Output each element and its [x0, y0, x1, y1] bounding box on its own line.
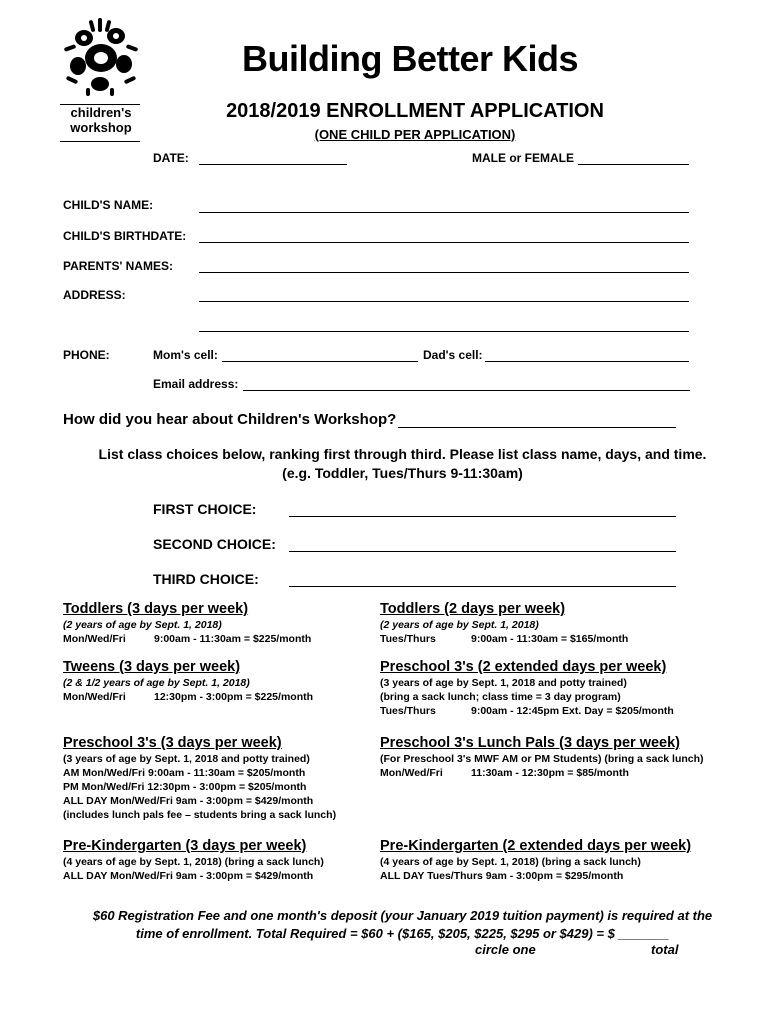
- toddlers-3day-days: Mon/Wed/Fri: [63, 633, 126, 645]
- prek-2day-age: (4 years of age by Sept. 1, 2018) (bring a sack lunch): [380, 856, 641, 868]
- lunch-pals-time: 11:30am - 12:30pm = $85/month: [471, 767, 629, 779]
- address-field-line2[interactable]: [199, 331, 689, 332]
- first-choice-label: FIRST CHOICE:: [153, 501, 257, 517]
- gender-label: MALE or FEMALE: [472, 151, 574, 165]
- prek-3day-age: (4 years of age by Sept. 1, 2018) (bring a sack lunch): [63, 856, 324, 868]
- preschool3-pm: PM Mon/Wed/Fri 12:30pm - 3:00pm = $205/month: [63, 781, 307, 793]
- address-field-line1[interactable]: [199, 301, 689, 302]
- preschool3-allday: ALL DAY Mon/Wed/Fri 9am - 3:00pm = $429/month: [63, 795, 314, 807]
- document-subtitle: 2018/2019 ENROLLMENT APPLICATION: [226, 100, 604, 122]
- childrens-workshop-logo-handprints: [60, 16, 142, 96]
- toddlers-3day-age: (2 years of age by Sept. 1, 2018): [63, 619, 222, 631]
- hear-about-field[interactable]: [398, 427, 676, 428]
- prek-2day-heading: Pre-Kindergarten (2 extended days per week): [380, 838, 692, 854]
- third-choice-label: THIRD CHOICE:: [153, 571, 259, 587]
- dads-cell-field[interactable]: [485, 361, 689, 362]
- moms-cell-label: Mom's cell:: [153, 348, 218, 362]
- toddlers-2day-heading: Toddlers (2 days per week): [380, 601, 566, 617]
- email-field[interactable]: [243, 390, 690, 391]
- parents-names-field[interactable]: [199, 272, 689, 273]
- toddlers-3day-heading: Toddlers (3 days per week): [63, 601, 249, 617]
- document-title: Building Better Kids: [241, 38, 578, 79]
- circle-one-note: circle one: [475, 942, 536, 957]
- registration-fee-line2: time of enrollment. Total Required = $60 + ($165, $205, $225, $295 or $429) = $ _______: [135, 926, 670, 941]
- date-field[interactable]: [199, 164, 347, 165]
- third-choice-field[interactable]: [289, 586, 676, 587]
- dads-cell-label: Dad's cell:: [423, 348, 483, 362]
- second-choice-label: SECOND CHOICE:: [153, 536, 276, 552]
- birthdate-label: CHILD'S BIRTHDATE:: [63, 229, 187, 243]
- child-name-field[interactable]: [199, 212, 689, 213]
- lunch-pals-note: (For Preschool 3's MWF AM or PM Students) (bring a sack lunch): [380, 753, 704, 765]
- tweens-age: (2 & 1/2 years of age by Sept. 1, 2018): [63, 677, 250, 689]
- tweens-days: Mon/Wed/Fri: [63, 691, 126, 703]
- class-choice-example: (e.g. Toddler, Tues/Thurs 9-11:30am): [282, 465, 523, 481]
- class-choice-instructions: List class choices below, ranking first through third. Please list class name, days, and time.: [98, 446, 707, 462]
- date-label: DATE:: [153, 151, 189, 165]
- preschool3-heading: Preschool 3's (3 days per week): [63, 735, 282, 751]
- preschool3-extended-note: (bring a sack lunch; class time = 3 day program): [380, 691, 621, 703]
- prek-3day-time: ALL DAY Mon/Wed/Fri 9am - 3:00pm = $429/month: [63, 870, 314, 882]
- toddlers-2day-time: 9:00am - 11:30am = $165/month: [471, 633, 629, 645]
- gender-field[interactable]: [578, 164, 689, 165]
- lunch-pals-days: Mon/Wed/Fri: [380, 767, 443, 779]
- tweens-heading: Tweens (3 days per week): [63, 659, 241, 675]
- logo-text-line1: children's: [70, 105, 132, 120]
- preschool3-extended-age: (3 years of age by Sept. 1, 2018 and potty trained): [380, 677, 627, 689]
- registration-fee-line1: $60 Registration Fee and one month's deposit (your January 2019 tuition payment) is required at the: [92, 908, 713, 923]
- preschool3-lunch-note: (includes lunch pals fee – students bring a sack lunch): [63, 809, 337, 821]
- prek-2day-time: ALL DAY Tues/Thurs 9am - 3:00pm = $295/month: [380, 870, 624, 882]
- first-choice-field[interactable]: [289, 516, 676, 517]
- tweens-time: 12:30pm - 3:00pm = $225/month: [154, 691, 314, 703]
- preschool3-extended-heading: Preschool 3's (2 extended days per week): [380, 659, 667, 675]
- phone-label: PHONE:: [63, 348, 110, 362]
- prek-3day-heading: Pre-Kindergarten (3 days per week): [63, 838, 307, 854]
- logo-text-line2: workshop: [70, 120, 132, 135]
- parents-names-label: PARENTS' NAMES:: [63, 259, 173, 273]
- child-name-label: CHILD'S NAME:: [63, 198, 154, 212]
- toddlers-2day-days: Tues/Thurs: [380, 633, 436, 645]
- preschool3-extended-days: Tues/Thurs: [380, 705, 436, 717]
- total-note: total: [651, 942, 679, 957]
- address-label: ADDRESS:: [63, 288, 126, 302]
- logo-rule-bottom: [60, 141, 140, 142]
- preschool3-am: AM Mon/Wed/Fri 9:00am - 11:30am = $205/month: [63, 767, 306, 779]
- moms-cell-field[interactable]: [222, 361, 418, 362]
- toddlers-2day-age: (2 years of age by Sept. 1, 2018): [380, 619, 539, 631]
- preschool3-age: (3 years of age by Sept. 1, 2018 and potty trained): [63, 753, 310, 765]
- hear-about-label: How did you hear about Children's Workshop?: [63, 411, 397, 428]
- toddlers-3day-time: 9:00am - 11:30am = $225/month: [154, 633, 312, 645]
- email-label: Email address:: [153, 377, 239, 391]
- lunch-pals-heading: Preschool 3's Lunch Pals (3 days per week): [380, 735, 681, 751]
- one-child-note: (ONE CHILD PER APPLICATION): [314, 127, 516, 142]
- second-choice-field[interactable]: [289, 551, 676, 552]
- birthdate-field[interactable]: [199, 242, 689, 243]
- preschool3-extended-time: 9:00am - 12:45pm Ext. Day = $205/month: [471, 705, 674, 717]
